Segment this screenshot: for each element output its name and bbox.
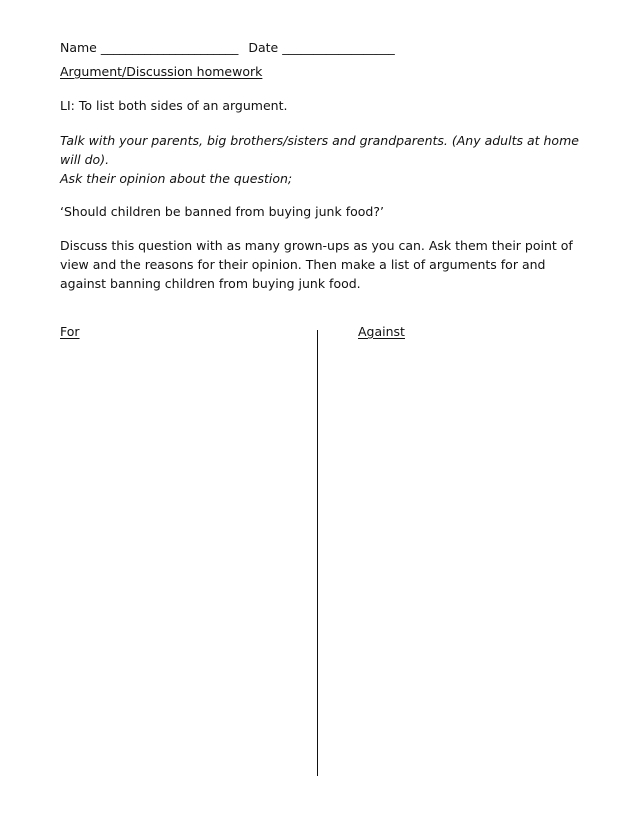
date-field-label: Date __________________ <box>248 40 395 55</box>
task-paragraph: Discuss this question with as many grown-ups as you can. Ask them their point of view and the reasons for their opinion. Then make a list of arguments for and against banning children from buying junk food. <box>60 238 573 291</box>
instructions-talk: Talk with your parents, big brothers/sisters and grandparents. (Any adults at home will do). <box>60 133 579 167</box>
for-column-heading: For <box>60 324 80 339</box>
learning-intention: LI: To list both sides of an argument. <box>60 98 288 113</box>
instructions-ask: Ask their opinion about the question; <box>60 171 293 186</box>
column-divider <box>317 330 318 776</box>
name-field-label: Name ______________________ <box>60 40 239 55</box>
header-row <box>60 38 395 57</box>
against-column-heading: Against <box>358 324 405 339</box>
worksheet-title: Argument/Discussion homework <box>60 64 263 79</box>
question-text: ‘Should children be banned from buying junk food?’ <box>60 204 384 219</box>
